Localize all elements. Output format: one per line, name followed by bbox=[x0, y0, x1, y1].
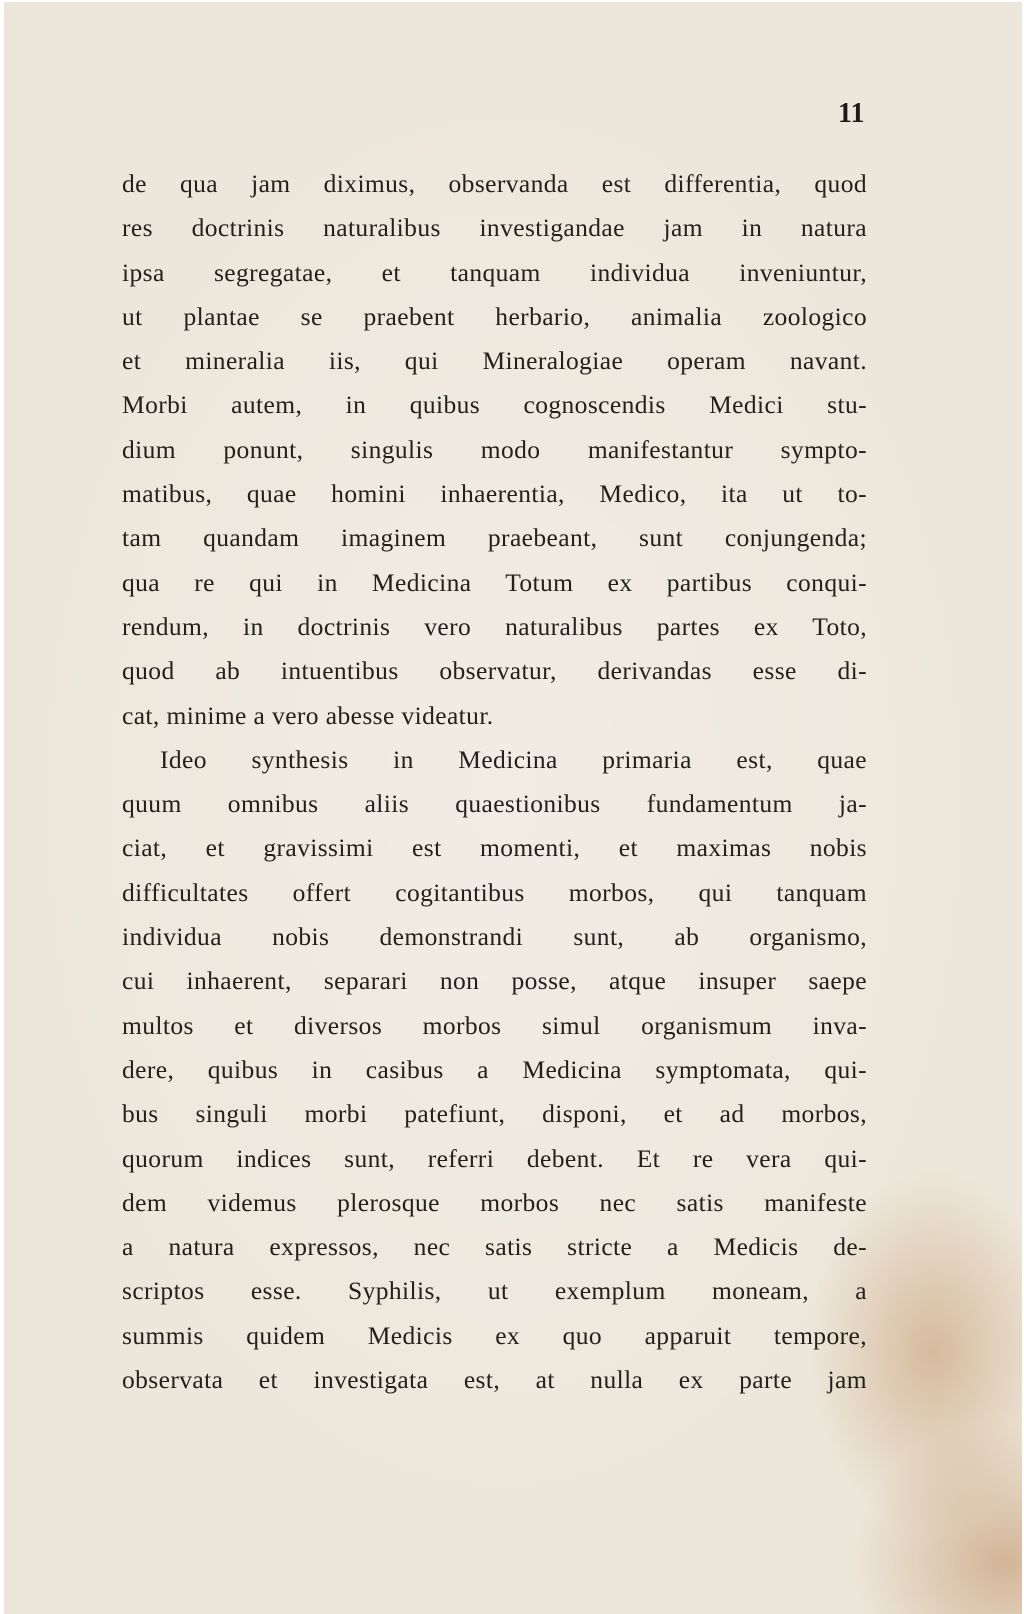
text-line: dem videmus plerosque morbos nec satis manifeste bbox=[122, 1187, 867, 1217]
text-line: rendum, in doctrinis vero naturalibus partes ex Toto, bbox=[122, 611, 867, 641]
text-line: cui inhaerent, separari non posse, atque insuper saepe bbox=[122, 966, 867, 996]
book-page bbox=[4, 2, 1022, 1614]
text-line: ut plantae se praebent herbario, animalia zoologico bbox=[122, 301, 867, 331]
text-line: summis quidem Medicis ex quo apparuit tempore, bbox=[122, 1320, 867, 1350]
text-line: quod ab intuentibus observatur, derivandas esse di- bbox=[122, 656, 867, 686]
text-line: Morbi autem, in quibus cognoscendis Medici stu- bbox=[122, 390, 867, 420]
text-line: et mineralia iis, qui Mineralogiae operam navant. bbox=[122, 346, 867, 376]
text-line: tam quandam imaginem praebeant, sunt conjungenda; bbox=[122, 523, 867, 553]
text-line: bus singuli morbi patefiunt, disponi, et ad morbos, bbox=[122, 1099, 867, 1129]
text-line: observata et investigata est, at nulla ex parte jam bbox=[122, 1365, 867, 1395]
page-number: 11 bbox=[838, 98, 865, 129]
text-line: res doctrinis naturalibus investigandae jam in natura bbox=[122, 213, 867, 243]
text-line: matibus, quae homini inhaerentia, Medico, ita ut to- bbox=[122, 479, 867, 509]
text-line: quorum indices sunt, referri debent. Et re vera qui- bbox=[122, 1143, 867, 1173]
text-line: de qua jam diximus, observanda est differentia, quod bbox=[122, 169, 867, 198]
text-line: difficultates offert cogitantibus morbos, qui tanquam bbox=[122, 877, 867, 907]
text-line: ciat, et gravissimi est momenti, et maximas nobis bbox=[122, 833, 867, 863]
paragraph-2 bbox=[122, 738, 867, 1402]
text-line: cat, minime a vero abesse videatur. bbox=[122, 700, 494, 730]
body-text bbox=[122, 162, 867, 1402]
text-line: ipsa segregatae, et tanquam individua inveniuntur, bbox=[122, 257, 867, 287]
text-line: individua nobis demonstrandi sunt, ab organismo, bbox=[122, 922, 867, 952]
text-line: scriptos esse. Syphilis, ut exemplum moneam, a bbox=[122, 1276, 867, 1306]
text-line: Ideo synthesis in Medicina primaria est, quae bbox=[160, 744, 867, 774]
text-line: quum omnibus aliis quaestionibus fundamentum ja- bbox=[122, 789, 867, 819]
text-line: multos et diversos morbos simul organismum inva- bbox=[122, 1010, 867, 1040]
text-line: dere, quibus in casibus a Medicina symptomata, qui- bbox=[122, 1054, 867, 1084]
text-line: qua re qui in Medicina Totum ex partibus conqui- bbox=[122, 567, 867, 597]
text-line: dium ponunt, singulis modo manifestantur sympto- bbox=[122, 434, 867, 464]
text-line: a natura expressos, nec satis stricte a Medicis de- bbox=[122, 1232, 867, 1262]
paragraph-1 bbox=[122, 162, 867, 738]
